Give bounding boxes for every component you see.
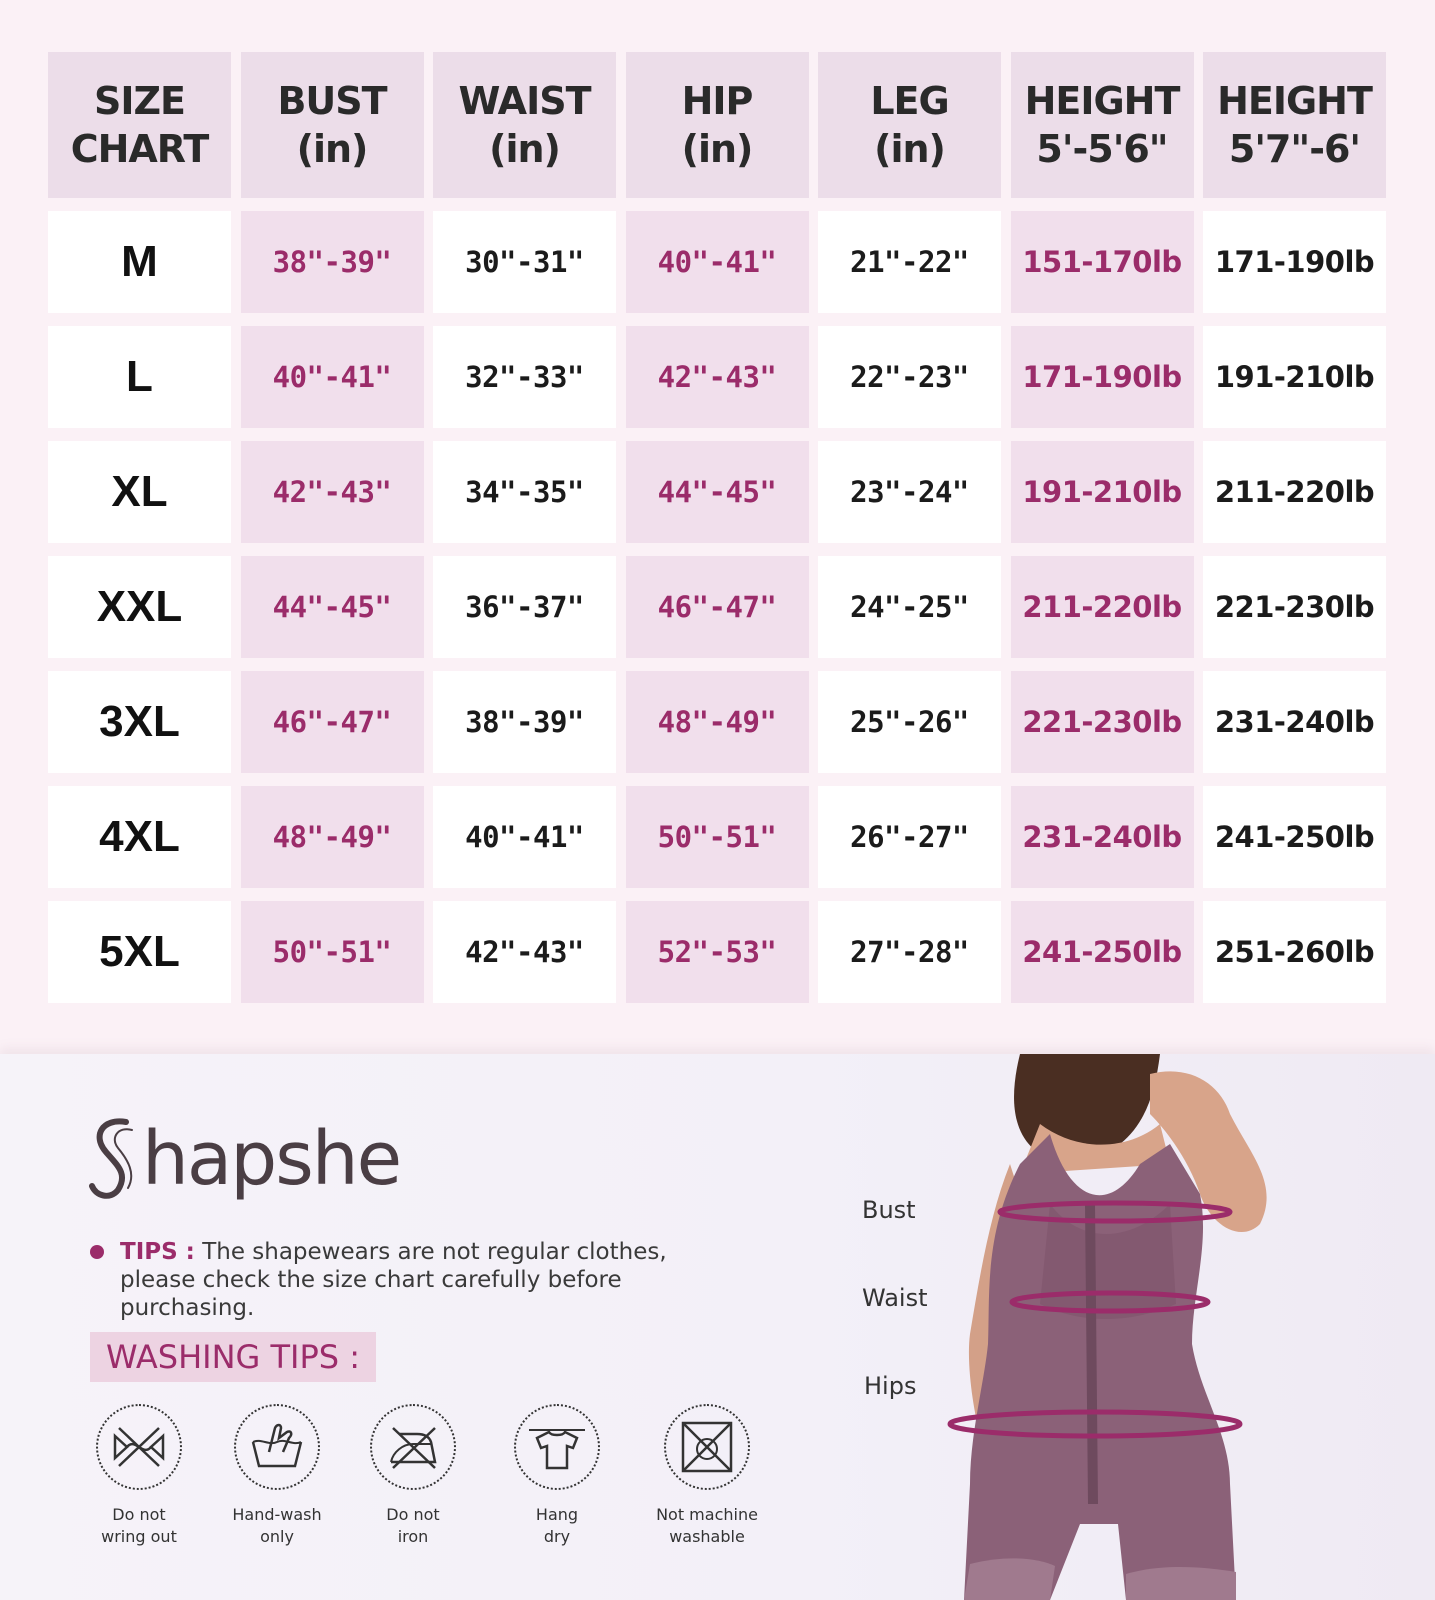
height-tall-cell: 221-230lb [1203,556,1386,658]
care-label: Hang dry [535,1505,579,1546]
header-height-short: HEIGHT 5'-5'6" [1011,52,1194,198]
hip-cell: 48"-49" [626,671,809,773]
leg-cell: 27"-28" [818,901,1001,1003]
waist-cell: 42"-43" [433,901,616,1003]
table-row [48,556,1388,658]
care-item-do-not-iron [348,1404,478,1548]
height-short-cell: 151-170lb [1011,211,1194,313]
leg-cell: 22"-23" [818,326,1001,428]
height-short-cell: 171-190lb [1011,326,1194,428]
waist-cell: 34"-35" [433,441,616,543]
hips-label: Hips [864,1372,917,1400]
hang-dry-icon [514,1404,600,1490]
care-item-not-machine-washable [642,1404,772,1548]
table-row [48,441,1388,543]
hip-cell: 44"-45" [626,441,809,543]
care-label: Do not wring out [101,1505,177,1546]
height-short-cell: 241-250lb [1011,901,1194,1003]
care-item-hang-dry [492,1404,622,1548]
hip-cell: 42"-43" [626,326,809,428]
size-chart-table [48,52,1388,1003]
bust-label: Bust [862,1196,916,1224]
bust-cell: 44"-45" [241,556,424,658]
hip-cell: 46"-47" [626,556,809,658]
care-item-hand-wash [212,1404,342,1548]
tips-label: TIPS : [120,1239,195,1265]
size-cell: 3XL [48,671,231,773]
table-row [48,786,1388,888]
size-cell: 5XL [48,901,231,1003]
leg-cell: 25"-26" [818,671,1001,773]
waist-label: Waist [862,1284,928,1312]
waist-cell: 30"-31" [433,211,616,313]
bust-cell: 50"-51" [241,901,424,1003]
height-tall-cell: 171-190lb [1203,211,1386,313]
height-tall-cell: 241-250lb [1203,786,1386,888]
hand-wash-icon [234,1404,320,1490]
brand-logo [88,1114,400,1204]
bust-cell: 46"-47" [241,671,424,773]
care-label: Not machine washable [656,1505,758,1546]
height-tall-cell: 191-210lb [1203,326,1386,428]
info-section [0,1054,1435,1600]
brand-name: hapshe [142,1116,401,1202]
care-label: Do not iron [386,1505,440,1546]
waist-cell: 32"-33" [433,326,616,428]
size-cell: M [48,211,231,313]
leg-cell: 26"-27" [818,786,1001,888]
bust-cell: 42"-43" [241,441,424,543]
do-not-iron-icon [370,1404,456,1490]
size-cell: 4XL [48,786,231,888]
table-row [48,326,1388,428]
do-not-wring-icon [96,1404,182,1490]
bullet-dot [90,1245,104,1259]
table-row [48,901,1388,1003]
logo-s-swirl-icon [88,1116,140,1202]
bust-cell: 40"-41" [241,326,424,428]
size-cell: L [48,326,231,428]
header-hip: HIP (in) [626,52,809,198]
care-label: Hand-wash only [232,1505,322,1546]
waist-cell: 38"-39" [433,671,616,773]
height-short-cell: 191-210lb [1011,441,1194,543]
height-short-cell: 221-230lb [1011,671,1194,773]
hip-cell: 40"-41" [626,211,809,313]
height-short-cell: 231-240lb [1011,786,1194,888]
header-leg: LEG (in) [818,52,1001,198]
table-row [48,211,1388,313]
not-machine-washable-icon [664,1404,750,1490]
header-bust: BUST (in) [241,52,424,198]
model-shapewear-illustration [930,1054,1340,1600]
tips-note [90,1238,730,1322]
hip-cell: 50"-51" [626,786,809,888]
waist-cell: 36"-37" [433,556,616,658]
leg-cell: 21"-22" [818,211,1001,313]
height-tall-cell: 251-260lb [1203,901,1386,1003]
height-short-cell: 211-220lb [1011,556,1194,658]
leg-cell: 23"-24" [818,441,1001,543]
tips-text: The shapewears are not regular clothes, please check the size chart carefully before purchasing. [120,1239,667,1321]
bust-cell: 38"-39" [241,211,424,313]
size-chart-header-row [48,52,1388,198]
header-size-chart: SIZE CHART [48,52,231,198]
header-height-tall: HEIGHT 5'7"-6' [1203,52,1386,198]
washing-tips-title: WASHING TIPS : [90,1332,376,1382]
size-cell: XL [48,441,231,543]
table-row [48,671,1388,773]
header-waist: WAIST (in) [433,52,616,198]
height-tall-cell: 211-220lb [1203,441,1386,543]
hip-cell: 52"-53" [626,901,809,1003]
height-tall-cell: 231-240lb [1203,671,1386,773]
size-cell: XXL [48,556,231,658]
care-item-do-not-wring [74,1404,204,1548]
bust-cell: 48"-49" [241,786,424,888]
waist-cell: 40"-41" [433,786,616,888]
leg-cell: 24"-25" [818,556,1001,658]
